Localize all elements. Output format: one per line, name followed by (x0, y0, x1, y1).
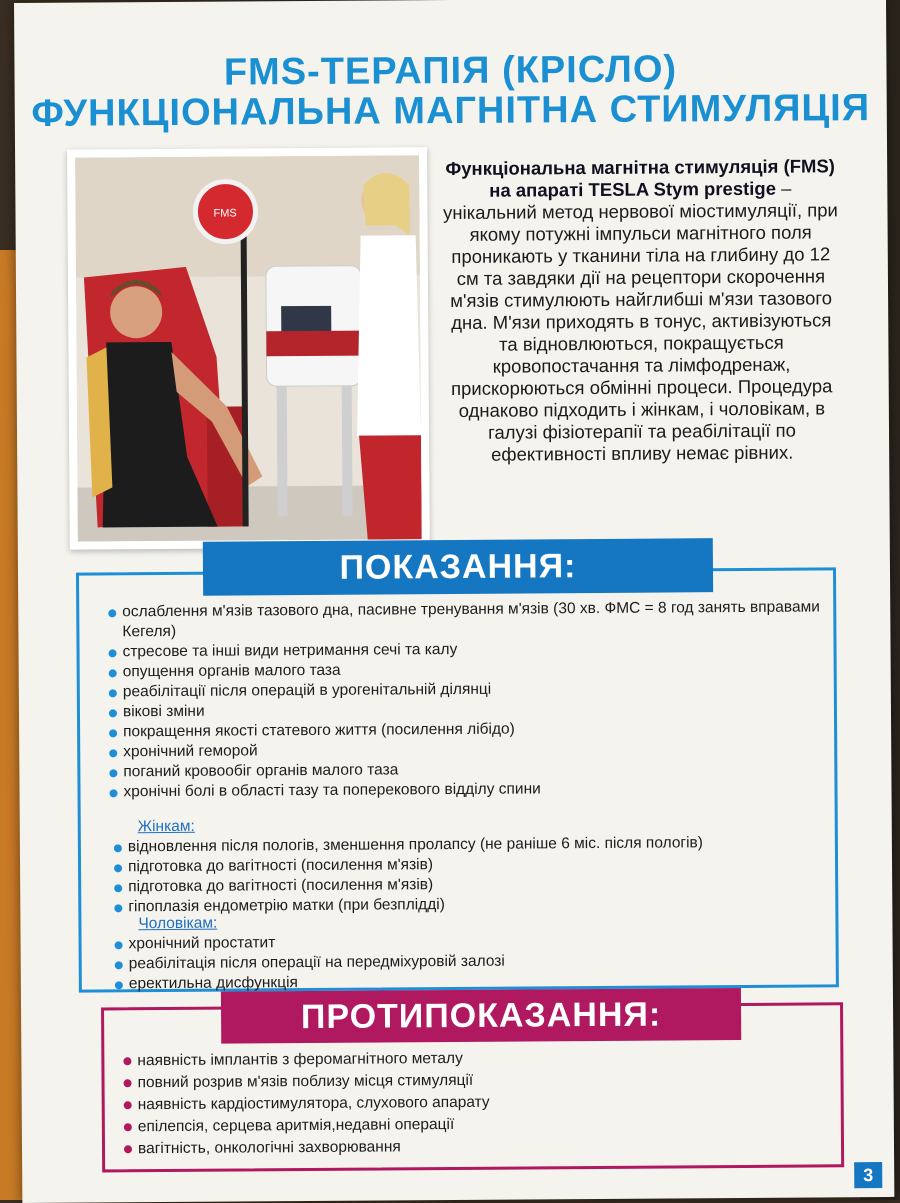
bullet-icon (109, 729, 117, 737)
list-item: хронічні болі в області тазу та поперекового відділу спини (107, 777, 827, 802)
list-item: епілепсія, серцева аритмія,недавні операції (122, 1111, 822, 1138)
list-item: наявність імплантів з феромагнітного металу (121, 1045, 821, 1072)
list-item: гіпоплазія ендометрію матки (при безплідді) (112, 892, 832, 917)
list-item: реабілітація після операції на передміхуровій залозі (113, 949, 833, 974)
bullet-icon (124, 1101, 132, 1109)
bullet-icon (109, 749, 117, 757)
photo-illustration (75, 155, 422, 541)
bullet-icon (108, 609, 116, 617)
bullet-icon (124, 1145, 132, 1153)
brochure-page (14, 0, 894, 1203)
bullet-icon (109, 669, 117, 677)
bullet-icon (114, 904, 122, 912)
list-item: підготовка до вагітності (посилення м'язів) (112, 852, 832, 877)
list-item: ослаблення м'язів тазового дна, пасивне тренування м'язів (30 хв. ФМС = 8 год занять вправами Кегеля) (106, 597, 826, 642)
intro-paragraph (440, 155, 842, 466)
list-item: покращення якості статевого життя (посилення лібідо) (107, 717, 827, 742)
list-item: вагітність, онкологічні захворювання (122, 1133, 822, 1160)
bullet-icon (115, 961, 123, 969)
bullet-icon (115, 941, 123, 949)
bullet-icon (109, 689, 117, 697)
title-line-1: FMS-ТЕРАПІЯ (КРІСЛО) (223, 48, 678, 94)
list-item: вікові зміни (107, 697, 827, 722)
bullet-icon (115, 981, 123, 989)
fms-device-label: FMS (213, 207, 237, 220)
list-item: наявність кардіостимулятора, слухового апарату (122, 1089, 822, 1116)
bullet-icon (114, 864, 122, 872)
bullet-icon (124, 1079, 132, 1087)
list-item: хронічний геморой (107, 737, 827, 762)
indications-heading: ПОКАЗАННЯ: (203, 538, 713, 596)
title-line-2: ФУНКЦІОНАЛЬНА МАГНІТНА СТИМУЛЯЦІЯ (31, 87, 871, 135)
bullet-icon (114, 844, 122, 852)
list-item: поганий кровообіг органів малого таза (107, 757, 827, 782)
list-item: стресове та інші види нетримання сечі та калу (106, 637, 826, 662)
men-label: Чоловікам: (138, 914, 218, 933)
indications-men-list (113, 929, 833, 994)
page-number: 3 (854, 1162, 882, 1188)
list-item: підготовка до вагітності (посилення м'язів) (112, 872, 832, 897)
list-item: відновлення після пологів, зменшення пролапсу (не раніше 6 міс. після пологів) (112, 832, 832, 857)
bullet-icon (114, 884, 122, 892)
intro-bold: Функціональна магнітна стимуляція (FMS) на апараті TESLA Stym prestige (445, 155, 835, 201)
list-item: хронічний простатит (113, 929, 833, 954)
contraindications-list (121, 1045, 822, 1160)
women-label: Жінкам: (137, 817, 195, 836)
contraindications-heading: ПРОТИПОКАЗАННЯ: (221, 988, 741, 1044)
list-item: опущення органів малого таза (107, 657, 827, 682)
indications-general-list (106, 597, 827, 802)
bullet-icon (109, 649, 117, 657)
bullet-icon (124, 1123, 132, 1131)
intro-text: – унікальний метод нервової міостимуляції, при якому потужні імпульси магнітного поля проникають у тканини тіла на глибину до 12 см та завдяки дії на рецептори скорочення м'язів стимулюють найглибші м'язи тазового дна. М'язи приходять в тонус, активізуються та відновлюються, покращується кровопостачання та лімфодренаж, прискорюються обмінні процеси. Процедура однаково підходить і жінкам, і чоловікам, в галузі фізіотерапії та реабілітації по ефективності впливу немає рівних. (443, 177, 838, 465)
bullet-icon (109, 769, 117, 777)
bullet-icon (110, 789, 118, 797)
procedure-photo (67, 147, 430, 550)
bullet-icon (109, 709, 117, 717)
list-item: повний розрив м'язів поблизу місця стимуляції (121, 1067, 821, 1094)
indications-women-list (112, 832, 833, 917)
list-item: реабілітації після операцій в урогенітальній ділянці (107, 677, 827, 702)
bullet-icon (123, 1057, 131, 1065)
list-item: еректильна дисфункція (113, 969, 833, 994)
